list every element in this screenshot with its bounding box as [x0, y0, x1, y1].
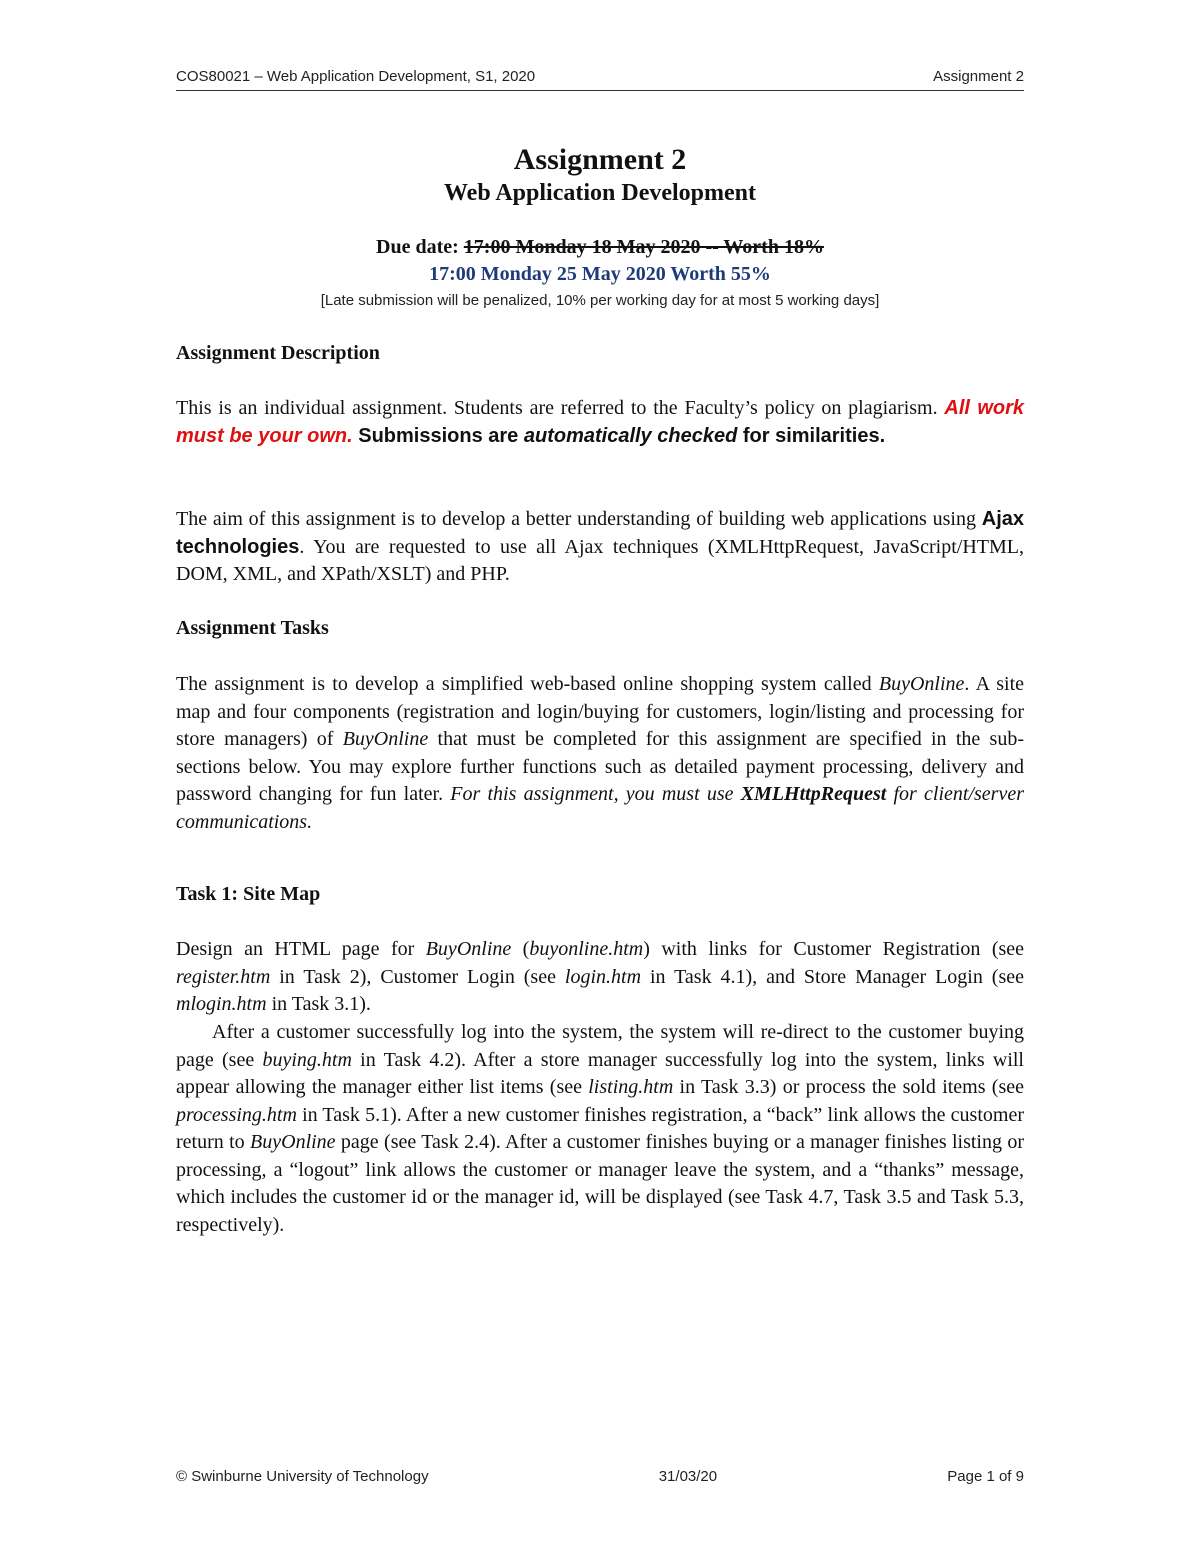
task1-paragraph-1 [176, 936, 1024, 1019]
task1-paragraph-2 [176, 1019, 1024, 1239]
t1p1-s0: Design an HTML page for [176, 938, 426, 960]
tasks-heading: Assignment Tasks [176, 617, 329, 639]
tasks-p-c: . A site map and four components (registration and login/buying for customers, login/listing and processing for store managers) of [176, 673, 1025, 750]
t1p1-s5: register.htm [176, 965, 271, 988]
t1p1-s6: in Task 2), Customer Login (see [270, 965, 565, 988]
t1p2-s3: listing.htm [588, 1076, 674, 1098]
description-paragraph-1 [176, 395, 1024, 450]
t1p1-s7: login.htm [564, 965, 642, 988]
desc-p1-bold-italic: automatically checked [523, 424, 738, 447]
document-title: Assignment 2 [513, 143, 687, 176]
footer-page-number: Page 1 of 9 [947, 1468, 1024, 1485]
description-heading: Assignment Description [176, 342, 380, 364]
due-date-line [176, 236, 1024, 259]
desc-p2-text: The aim of this assignment is to develop a better understanding of building web applications using [176, 508, 982, 530]
header-course: COS80021 – Web Application Development, S1, 2020 [176, 68, 536, 85]
header-assignment: Assignment 2 [933, 68, 1024, 85]
t1p2-s7: BuyOnline [250, 1131, 336, 1153]
page-footer [176, 1468, 1024, 1485]
description-paragraph-2 [176, 506, 1024, 589]
footer-copyright: © Swinburne University of Technology [176, 1468, 429, 1485]
tasks-p-buyonline-2: BuyOnline [342, 728, 429, 750]
desc-p1-text: This is an individual assignment. Students are referred to the Faculty’s policy on plagiarism. [176, 397, 945, 419]
task1-heading: Task 1: Site Map [176, 883, 321, 905]
t1p1-s9: mlogin.htm [176, 993, 267, 1015]
t1p2-s6: in Task 5.1). After a new customer finishes registration, a “back” link allows the customer return to [176, 1103, 1024, 1153]
footer-date: 31/03/20 [658, 1468, 718, 1485]
tasks-p-a: The assignment is to develop a simplified web-based online shopping system called [176, 673, 879, 695]
t1p1-s3: buyonline.htm [529, 938, 644, 960]
due-date-new: 17:00 Monday 25 May 2020 Worth 55% [429, 263, 771, 285]
t1p2-s4: in Task 3.3) or process the sold items (see [673, 1076, 1024, 1098]
t1p2-s1: buying.htm [262, 1048, 352, 1071]
tasks-p-xhr: XMLHttpRequest [740, 783, 887, 805]
due-date-label: Due date: [376, 236, 464, 258]
desc-p1-warning: All work must be your own. [176, 397, 1025, 447]
t1p1-s1: BuyOnline [425, 938, 512, 960]
page-header [176, 68, 1024, 91]
desc-p2-end: . You are requested to use all Ajax techniques (XMLHttpRequest, JavaScript/HTML, DOM, XML, and XPath/XSLT) and PHP. [176, 535, 1024, 585]
t1p2-s2: in Task 4.2). After a store manager successfully log into the system, links will appear allowing the manager either list items (see [176, 1048, 1024, 1098]
desc-p1-bold: Submissions are [352, 424, 524, 447]
tasks-p-must-use: For this assignment, you must use [450, 783, 741, 805]
t1p1-s2: ( [511, 938, 530, 960]
tasks-p-e: that must be completed for this assignment are specified in the sub-sections below. You may explore further functions such as detailed payment processing, delivery and password changing for fun later. [176, 728, 1025, 805]
t1p1-s4: ) with links for Customer Registration (see [643, 938, 1025, 960]
due-date-old: 17:00 Monday 18 May 2020 -- Worth 18% [463, 236, 824, 258]
tasks-p-end: for client/server communications. [176, 783, 1025, 833]
t1p1-s10: in Task 3.1). [266, 993, 371, 1015]
t1p2-s8: page (see Task 2.4). After a customer finishes buying or a manager finishes listing or processing, a “logout” link allows the customer or manager leave the system, and a “thanks” message, which includes the customer id or the manager id, will be displayed (see Task 4.7, Task 3.5 and Task 5.3, respectively). [176, 1131, 1024, 1236]
t1p2-s0: After a customer successfully log into the system, the system will re-direct to the customer buying page (see [176, 1021, 1024, 1071]
late-submission-note: [Late submission will be penalized, 10% per working day for at most 5 working days] [320, 292, 880, 309]
tasks-p-buyonline: BuyOnline [878, 673, 965, 695]
document-subtitle: Web Application Development [443, 180, 756, 206]
desc-p2-ajax: Ajax technologies [176, 508, 1024, 558]
desc-p1-bold-end: for similarities. [737, 424, 886, 447]
t1p2-s5: processing.htm [176, 1103, 297, 1126]
t1p1-s8: in Task 4.1), and Store Manager Login (see [641, 965, 1024, 988]
tasks-paragraph [176, 671, 1024, 836]
